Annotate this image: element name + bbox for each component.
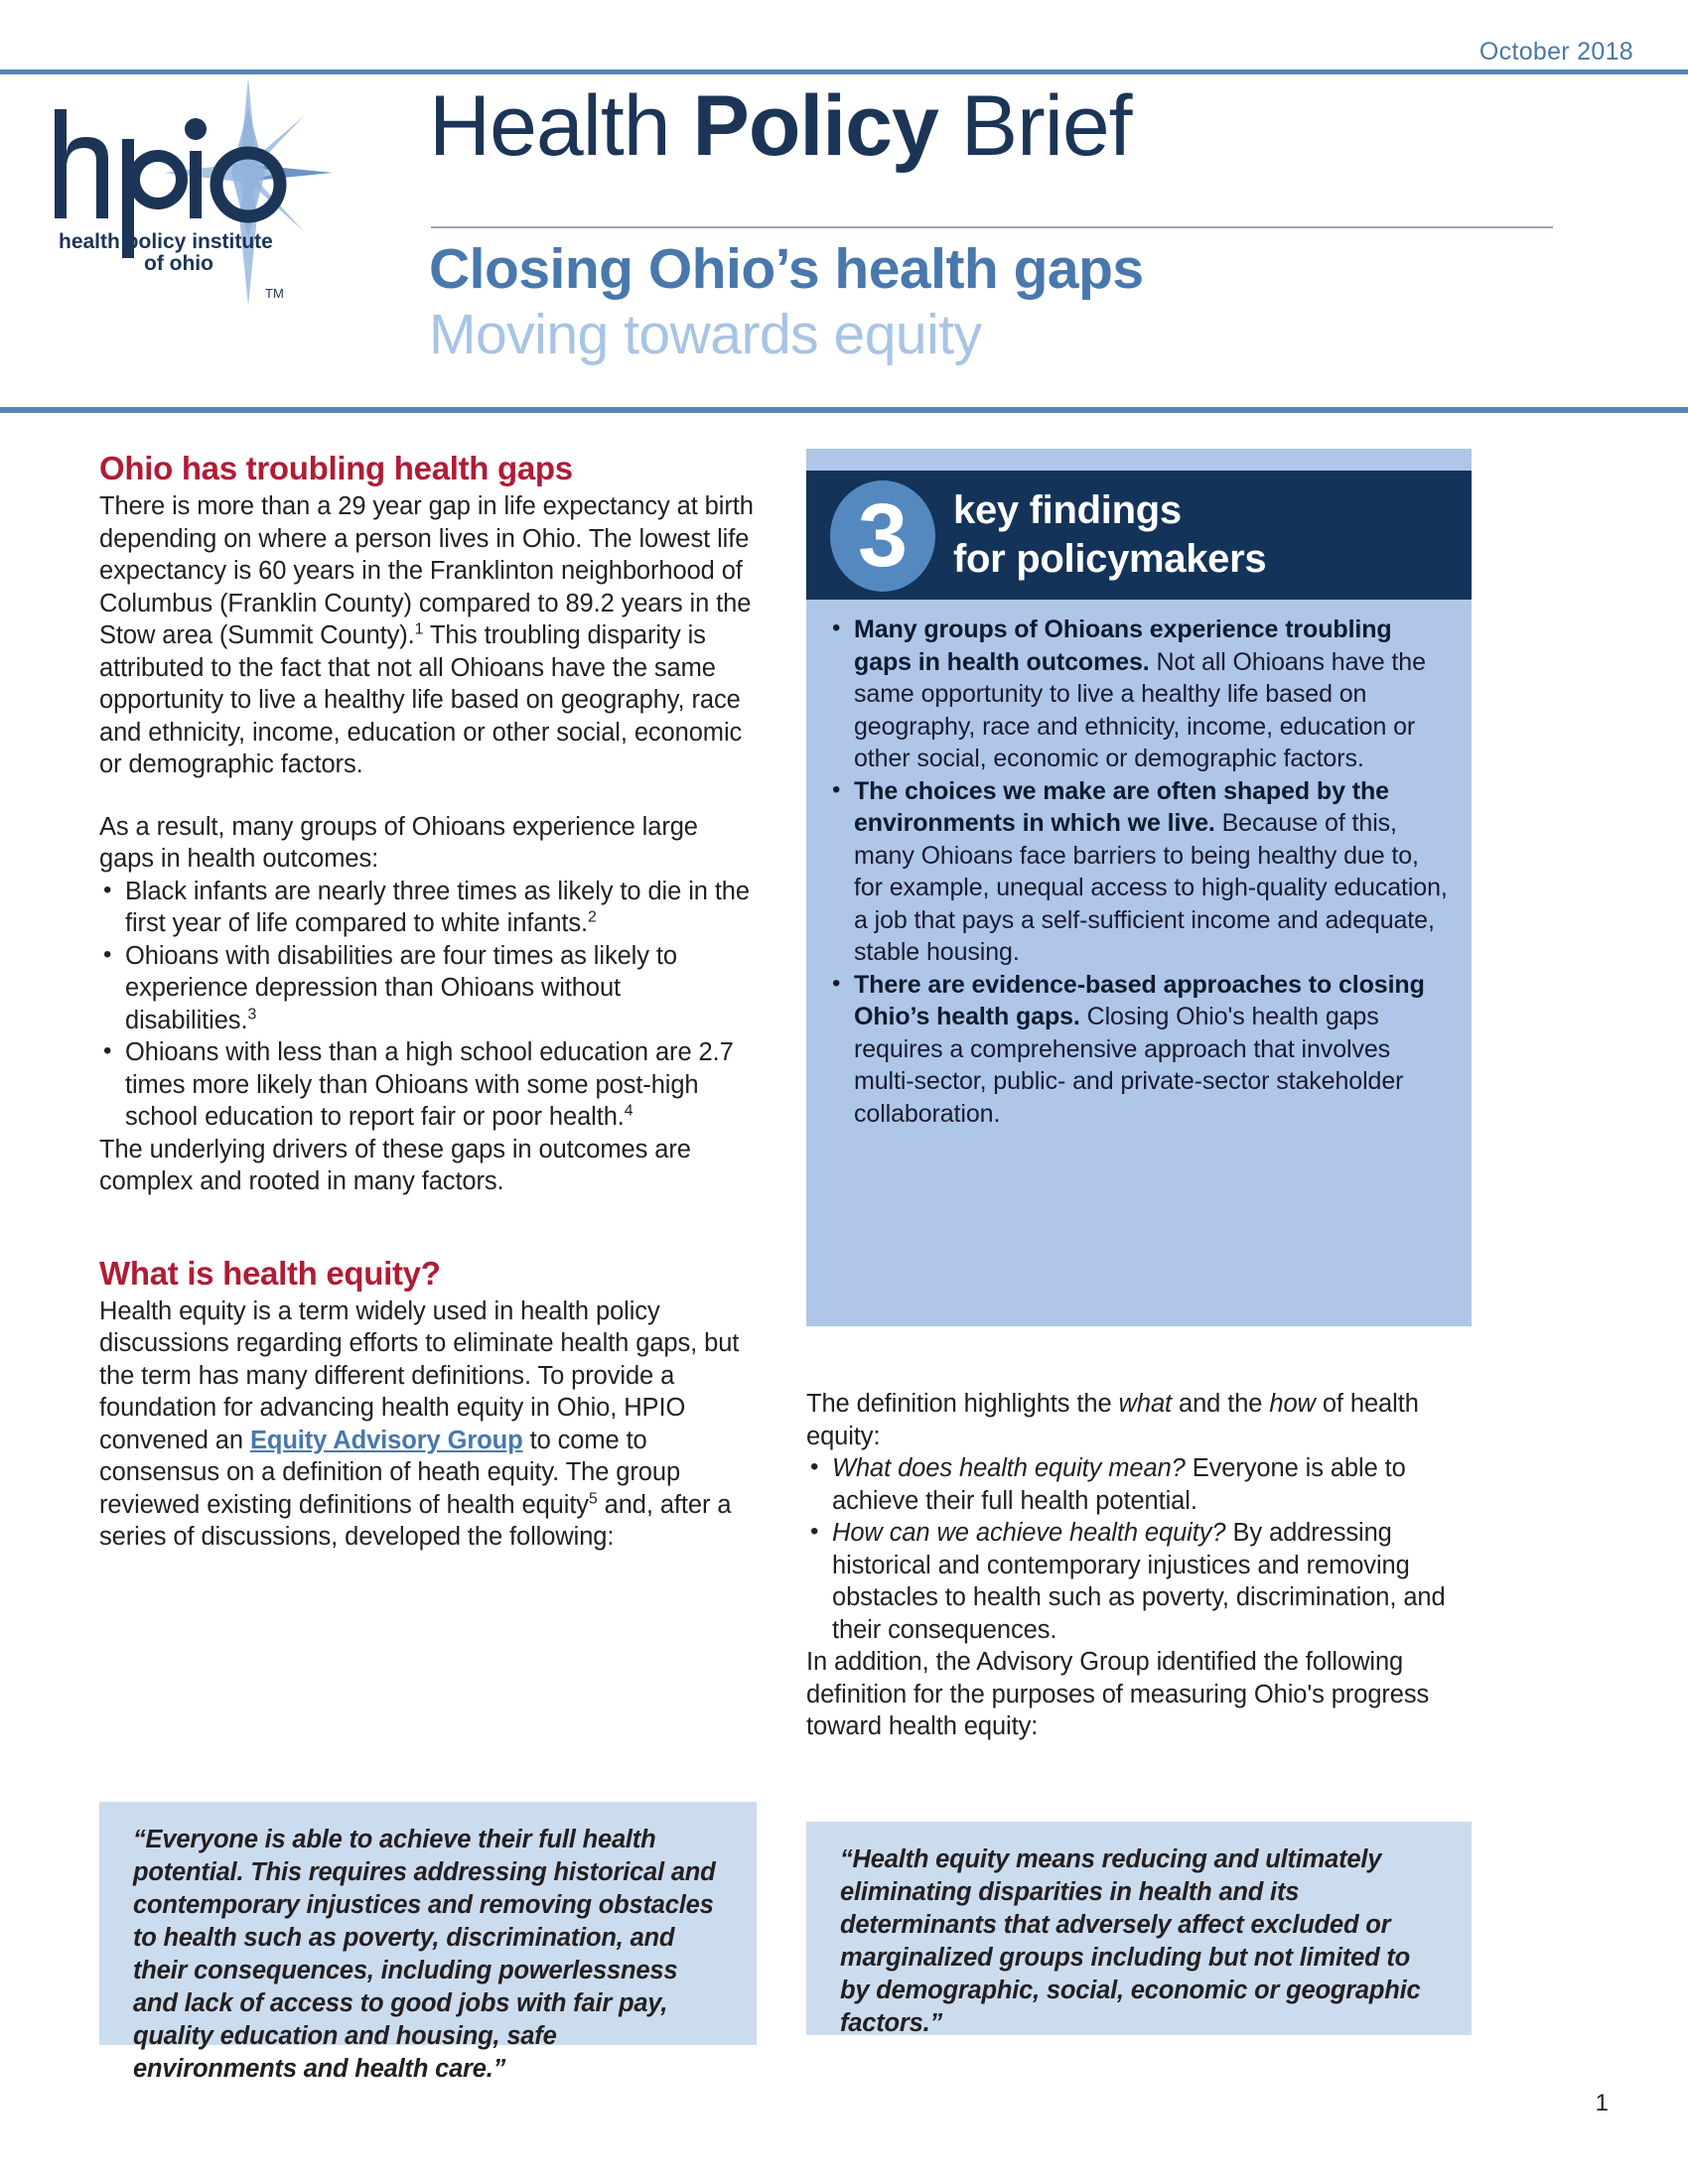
emphasis-how: how	[1269, 1390, 1316, 1418]
paragraph-health-equity-definition	[99, 1296, 757, 1554]
subtitle-secondary: Moving towards equity	[429, 303, 982, 366]
header-bottom-rule	[0, 407, 1688, 413]
bullet-answer: By addressing historical and contemporary injustices and removing obstacles to health such as poverty, discrimination, and their consequences.	[832, 1519, 1446, 1644]
footnote-ref-2: 2	[588, 908, 597, 926]
footnote-ref-4: 4	[624, 1102, 633, 1120]
para-text-a: The definition highlights the	[806, 1390, 1119, 1418]
list-item	[828, 614, 1454, 775]
heading-ohio-has-troubling-health-gaps: Ohio has troubling health gaps	[99, 450, 573, 486]
list-item	[828, 969, 1454, 1131]
logo-tagline-line1: health policy institute	[59, 230, 273, 253]
title-part1: Health	[429, 78, 693, 174]
para-text-a: Health equity is a term widely used in health policy discussions regarding efforts to eliminate health gaps, but the term has many different definitions. To provide a foundation for advancing health equity in Ohio, HPIO convened an	[99, 1297, 740, 1454]
footnote-ref-3: 3	[247, 1006, 257, 1023]
emphasis-what: what	[1118, 1390, 1173, 1418]
left-column	[99, 449, 757, 1554]
health-gap-bullets	[99, 876, 757, 1134]
bullet-text: Black infants are nearly three times as likely to die in the first year of life compared to white infants.	[125, 877, 750, 937]
title-bold: Policy	[692, 78, 938, 174]
paragraph-underlying-drivers: The underlying drivers of these gaps in outcomes are complex and rooted in many factors.	[99, 1135, 691, 1195]
link-equity-advisory-group[interactable]: Equity Advisory Group	[249, 1426, 523, 1454]
finding-bold-lead: Many groups of Ohioans experience troubling gaps in health outcomes.	[854, 615, 1392, 676]
subtitle-primary: Closing Ohio’s health gaps	[429, 237, 1144, 301]
para-text-c: of health equity:	[806, 1390, 1419, 1450]
paragraph-life-expectancy	[99, 490, 757, 781]
bullet-answer: Everyone is able to achieve their full health potential.	[832, 1454, 1406, 1515]
para-text-c: and, after a series of discussions, developed the following:	[99, 1490, 732, 1551]
logo-tagline-line2: of ohio	[144, 252, 213, 275]
bullet-question: How can we achieve health equity?	[832, 1519, 1226, 1547]
finding-body: Because of this, many Ohioans face barriers to being healthy due to, for example, unequal access to high-quality education, a job that pays a self-sufficient income and adequate, stable housing.	[854, 809, 1448, 966]
right-column	[806, 1388, 1472, 1743]
key-findings-header	[806, 471, 1472, 600]
key-findings-list	[828, 614, 1454, 1130]
list-item	[806, 1517, 1472, 1646]
title-divider	[431, 226, 1553, 228]
bullet-text: Ohioans with disabilities are four times as likely to experience depression than Ohioans without disabilities.	[125, 941, 677, 1034]
page-header	[0, 0, 1688, 417]
paragraph-advisory-group-measurement: In addition, the Advisory Group identified the following definition for the purposes of measuring Ohio's progress toward health equity:	[806, 1648, 1430, 1740]
para-text-b: to come to consensus on a definition of heath equity. The group reviewed existing definitions of health equity	[99, 1426, 681, 1519]
title-part2: Brief	[937, 78, 1132, 174]
bullet-text: Ohioans with less than a high school education are 2.7 times more likely than Ohioans with some post-high school education to report fair or poor health.	[125, 1038, 734, 1131]
quote-box-health-equity-definition: “Everyone is able to achieve their full health potential. This requires addressing historical and contemporary injustices and removing obstacles to health such as poverty, discrimination, and their consequences, including powerlessness and lack of access to good jobs with fair pay, quality education and housing, safe environments and health care.”	[99, 1802, 757, 2045]
list-item	[99, 940, 757, 1037]
key-findings-title-line1: key findings	[953, 488, 1182, 532]
bullet-question: What does health equity mean?	[832, 1454, 1186, 1482]
finding-bold-lead: The choices we make are often shaped by the environments in which we live.	[854, 776, 1389, 837]
heading-what-is-health-equity: What is health equity?	[99, 1254, 441, 1292]
para-text-b: and the	[1172, 1390, 1270, 1418]
list-item	[828, 775, 1454, 969]
key-findings-title	[953, 486, 1266, 584]
page-number: 1	[1595, 2090, 1609, 2116]
key-findings-box	[806, 449, 1472, 1326]
footnote-ref-1: 1	[414, 620, 424, 638]
list-item	[806, 1452, 1472, 1517]
para-text-a: There is more than a 29 year gap in life expectancy at birth depending on where a person lives in Ohio. The lowest life expectancy is 60 years in the Franklinton neighborhood of Columbus (Franklin County) compared to 89.2 years in the Stow area (Summit County).	[99, 492, 754, 649]
key-findings-title-line2: for policymakers	[953, 537, 1267, 581]
key-findings-count-badge: 3	[830, 480, 935, 592]
page-title	[429, 79, 1132, 173]
publication-date: October 2018	[1478, 38, 1633, 66]
hpio-logo	[45, 77, 333, 306]
para-text-b: This troubling disparity is attributed to the fact that not all Ohioans have the same opportunity to live a healthy life based on geography, race and ethnicity, income, education or other social, economic or demographic factors.	[99, 621, 743, 778]
definition-bullets	[806, 1452, 1472, 1646]
header-top-rule	[0, 69, 1688, 74]
logo-trademark: TM	[265, 286, 284, 301]
paragraph-definition-highlights	[806, 1388, 1472, 1452]
finding-body: Closing Ohio's health gaps requires a comprehensive approach that involves multi-sector, public- and private-sector stakeholder collaboration.	[854, 1003, 1404, 1128]
finding-body: Not all Ohioans have the same opportunity to live a healthy life based on geography, race and ethnicity, income, education or other social, economic or demographic factors.	[854, 647, 1426, 772]
paragraph-as-a-result: As a result, many groups of Ohioans experience large gaps in health outcomes:	[99, 812, 698, 873]
section-spacer	[99, 1198, 757, 1254]
finding-bold-lead: There are evidence-based approaches to closing Ohio’s health gaps.	[854, 970, 1425, 1030]
list-item	[99, 1036, 757, 1134]
list-item	[99, 876, 757, 940]
footnote-ref-5: 5	[588, 1490, 598, 1507]
quote-box-measurement-definition: “Health equity means reducing and ultimately eliminating disparities in health and its determinants that adversely affect excluded or marginalized groups including but not limited to by demographic, social, economic or geographic factors.”	[806, 1822, 1472, 2035]
